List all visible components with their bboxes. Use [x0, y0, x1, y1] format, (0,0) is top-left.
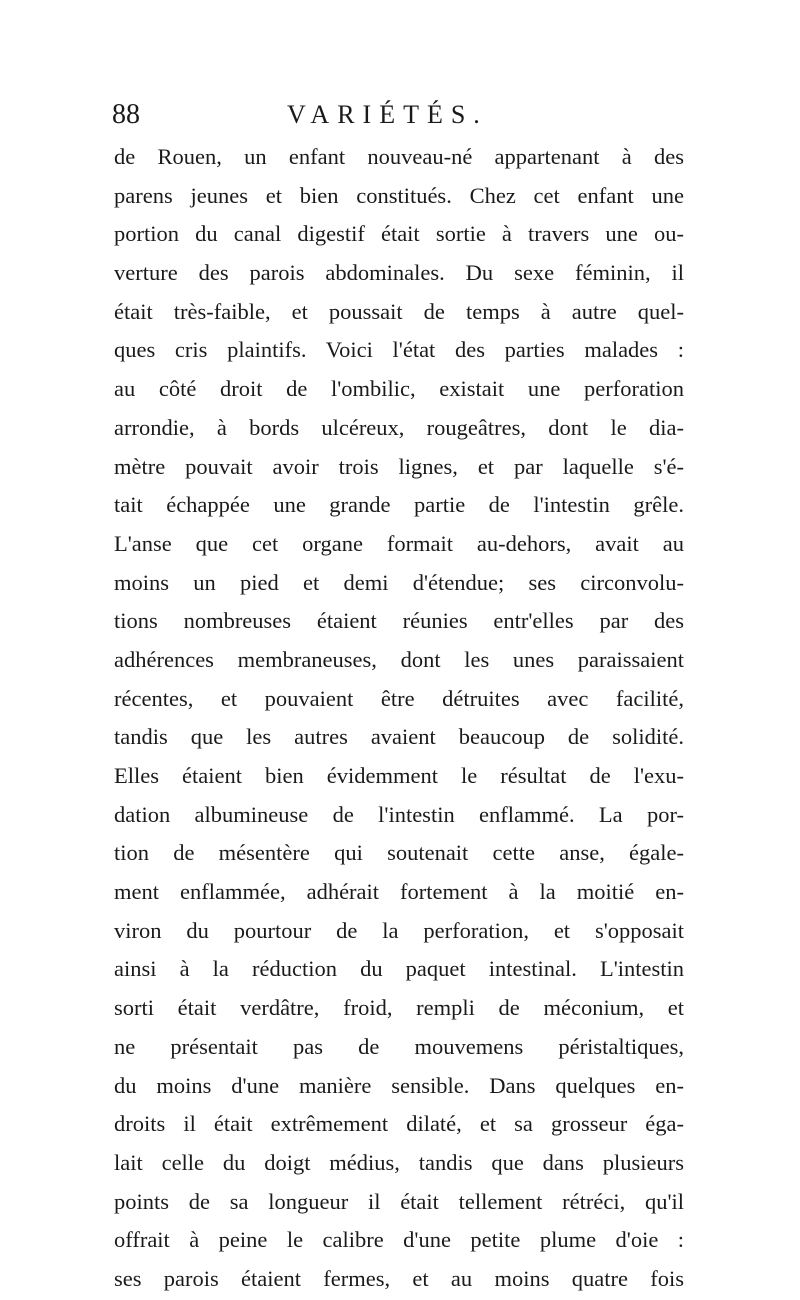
- text-line: récentes, et pouvaient être détruites avec facilité,: [114, 685, 684, 711]
- text-line: tion de mésentère qui soutenait cette anse, égale-: [114, 840, 684, 866]
- text-line: droits il était extrêmement dilaté, et sa grosseur éga-: [114, 1111, 684, 1137]
- text-line: lait celle du doigt médius, tandis que dans plusieurs: [114, 1149, 684, 1175]
- text-line: arrondie, à bords ulcéreux, rougeâtres, dont le dia-: [114, 414, 684, 440]
- text-line: Elles étaient bien évidemment le résultat de l'exu-: [114, 763, 684, 788]
- running-head: VARIÉTÉS.: [287, 100, 488, 129]
- text-line: tions nombreuses étaient réunies entr'elles par des: [114, 608, 684, 634]
- text-line: ne présentait pas de mouvemens péristaltiques,: [114, 1033, 684, 1059]
- text-line: sorti était verdâtre, froid, rempli de méconium, et: [114, 995, 684, 1021]
- text-line: ques cris plaintifs. Voici l'état des parties malades :: [114, 337, 684, 363]
- text-line: ment enflammée, adhérait fortement à la moitié en-: [114, 879, 684, 905]
- text-line: L'anse que cet organe formait au-dehors, avait au: [114, 530, 684, 556]
- body-text: [114, 138, 684, 1299]
- text-line: mètre pouvait avoir trois lignes, et par laquelle s'é-: [114, 453, 684, 479]
- text-line: portion du canal digestif était sortie à travers une ou-: [114, 221, 684, 247]
- text-line: points de sa longueur il était tellement rétréci, qu'il: [114, 1188, 684, 1214]
- text-line: au côté droit de l'ombilic, existait une perforation: [114, 376, 684, 402]
- text-line: viron du pourtour de la perforation, et s'opposait: [114, 917, 684, 943]
- text-line: adhérences membraneuses, dont les unes paraissaient: [114, 646, 684, 672]
- text-line: dation albumineuse de l'intestin enflammé. La por-: [114, 801, 684, 827]
- text-line: était très-faible, et poussait de temps à autre quel-: [114, 298, 684, 324]
- text-line: verture des parois abdominales. Du sexe féminin, il: [114, 260, 684, 286]
- text-line: ainsi à la réduction du paquet intestinal. L'intestin: [114, 956, 684, 982]
- text-line: moins un pied et demi d'étendue; ses circonvolu-: [114, 569, 684, 595]
- text-line: ses parois étaient fermes, et au moins quatre fois: [114, 1265, 684, 1291]
- page-number: 88: [112, 99, 140, 130]
- text-line: offrait à peine le calibre d'une petite plume d'oie :: [114, 1227, 684, 1253]
- text-line: du moins d'une manière sensible. Dans quelques en-: [114, 1072, 684, 1098]
- text-line: parens jeunes et bien constitués. Chez cet enfant une: [114, 182, 684, 208]
- text-line: tait échappée une grande partie de l'intestin grêle.: [114, 492, 684, 518]
- page-header: [112, 92, 687, 138]
- text-line: tandis que les autres avaient beaucoup de solidité.: [114, 724, 684, 750]
- text-line: de Rouen, un enfant nouveau-né appartenant à des: [114, 144, 684, 169]
